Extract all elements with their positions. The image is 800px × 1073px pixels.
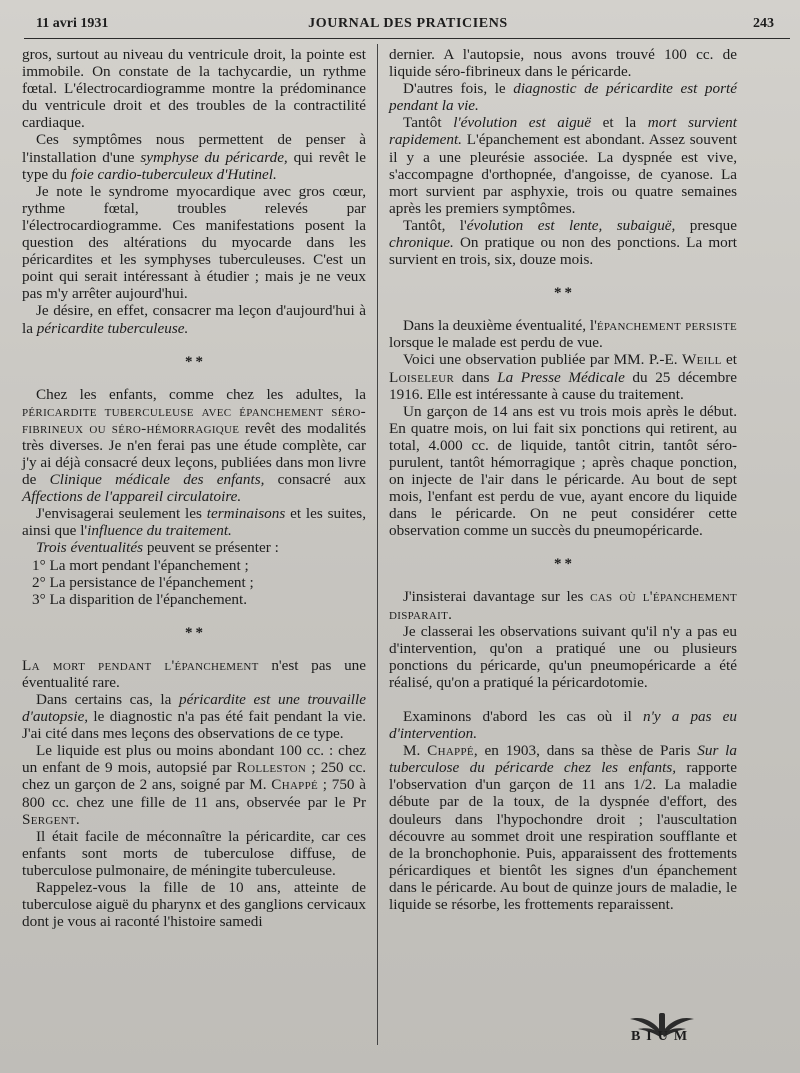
- list-item: [22, 574, 366, 591]
- paragraph: [389, 623, 737, 691]
- small-caps-text: Sergent.: [22, 810, 81, 828]
- column-divider: [377, 44, 378, 1045]
- italic-text: l'évolution est aiguë: [453, 114, 592, 132]
- text-run: dans: [454, 368, 498, 386]
- italic-text: mort survient rapidement.: [389, 114, 737, 149]
- text-run: qui revêt le type du: [22, 148, 366, 183]
- paragraph: [389, 708, 737, 742]
- section-separator: * *: [184, 624, 203, 641]
- text-run: lorsque le malade est perdu de vue.: [389, 334, 603, 352]
- italic-text: La Presse Médicale: [497, 368, 625, 386]
- small-caps-text: Weill: [681, 351, 722, 369]
- text-run: Chez les enfants, comme chez les adultes, la: [36, 385, 366, 403]
- italic-text: n'y a pas eu d'intervention.: [389, 708, 738, 743]
- paragraph: [389, 46, 737, 80]
- text-run: gros, surtout au niveau du ventricule droit, la pointe est immobile. On constate de la tachycardie, un rythme fœtal. L'électrocardiogramme montre la prédominance du ventricule droit et des troubles de la contractilité cardiaque.: [22, 46, 366, 132]
- italic-text: évolution est lente, subaiguë,: [466, 216, 676, 234]
- paragraph: [389, 317, 737, 351]
- paragraph: [22, 183, 366, 303]
- text-run: J'insisterai davantage sur les: [403, 588, 591, 606]
- text-run: revêt des modalités très diverses. Je n'en ferai pas une étude complète, car j'y ai déjà consacré deux leçons, publiées dans mon livre de: [22, 419, 366, 489]
- small-caps-text: cas où l'épanchement disparait.: [389, 588, 737, 623]
- text-run: , en 1903, dans sa thèse de Paris: [473, 742, 698, 760]
- paragraph: [22, 828, 366, 879]
- italic-text: péricardite est une trouvaille d'autopsie,: [22, 691, 366, 726]
- text-run: Je désire, en effet, consacrer ma leçon d'aujourd'hui à la: [22, 302, 366, 337]
- paragraph: [389, 403, 737, 540]
- text-run: dernier. A l'autopsie, nous avons trouvé 100 cc. de liquide séro-fibrineux dans le péricarde.: [389, 46, 737, 81]
- text-run: Tantôt: [403, 114, 454, 132]
- text-run: ; 250 cc. chez un garçon de 2 ans, soigné par M.: [22, 759, 367, 794]
- header-date: 11 avri 1931: [36, 16, 109, 31]
- text-run: presque: [675, 216, 738, 234]
- text-run: et les suites, ainsi que l': [22, 505, 366, 540]
- text-run: Voici une observation publiée par MM. P.-E.: [403, 351, 682, 369]
- italic-text: diagnostic de péricardite est porté pendant la vie.: [389, 80, 737, 115]
- text-run: 3° La disparition de l'épanchement.: [32, 590, 248, 608]
- list-item: [22, 557, 366, 574]
- small-caps-text: Loiseleur: [389, 368, 455, 386]
- page-number: 243: [753, 16, 774, 31]
- text-run: Ces symptômes nous permettent de penser à l'installation d'une: [22, 131, 366, 166]
- text-run: Je note le syndrome myocardique avec gros cœur, rythme fœtal, troubles relevés par l'électrocardiogramme. Ces manifestations posent la question des altérations du myocarde dans les péricardites et les symphyses tuberculeuses. C'est un point qui serait intéressant à étudier ; mais je ne veux pas m'y arrêter aujourd'hui.: [22, 182, 366, 303]
- bium-logo-text: BIUM: [630, 1029, 694, 1044]
- text-run: Le liquide est plus ou moins abondant 100 cc. : chez un enfant de 9 mois, autopsié par: [22, 742, 366, 777]
- paragraph: [22, 131, 366, 182]
- text-run: 1° La mort pendant l'épanchement ;: [32, 556, 249, 574]
- text-run: Dans la deuxième éventualité, l': [403, 317, 597, 335]
- italic-text: foie cardio-tuberculeux d'Hutinel.: [70, 165, 277, 183]
- paragraph: [389, 80, 737, 114]
- text-run: et: [721, 351, 737, 369]
- section-separator: * *: [553, 285, 572, 302]
- italic-text: péricardite tuberculeuse.: [36, 319, 189, 337]
- small-caps-text: péricardite tuberculeuse avec épanchement séro-fibrineux ou séro-hémorragique: [22, 402, 366, 437]
- text-run: J'envisagerai seulement les: [36, 505, 207, 523]
- left-column: [22, 46, 366, 930]
- header-rule: [24, 38, 790, 39]
- paragraph: [22, 539, 366, 556]
- text-run: Je classerai les observations suivant qu'il n'y a pas eu d'intervention, qu'on a pratiqué une ou plusieurs ponctions du péricarde, qu'un pneumopéricarde a été réalisé, qu'on a pratiqué la péricardotomie.: [389, 622, 737, 691]
- paragraph: [22, 302, 366, 336]
- italic-text: Clinique médicale des enfants,: [49, 471, 265, 489]
- italic-text: terminaisons: [206, 505, 286, 523]
- small-caps-text: épanchement persiste: [596, 317, 738, 335]
- text-run: D'autres fois, le: [403, 80, 514, 98]
- paragraph: [389, 114, 737, 217]
- page-header: [36, 14, 780, 36]
- small-caps-text: Chappé: [271, 776, 319, 794]
- small-caps-text: Rolleston: [236, 759, 307, 777]
- italic-text: Sur la tuberculose du péricarde chez les enfants,: [389, 742, 737, 777]
- text-run: n'est pas une éventualité rare.: [22, 656, 366, 691]
- text-run: peuvent se présenter :: [143, 539, 279, 557]
- italic-text: symphyse du péricarde,: [140, 148, 288, 166]
- italic-text: Trois éventualités: [36, 539, 144, 557]
- small-caps-text: Chappé: [427, 742, 474, 760]
- text-run: Un garçon de 14 ans est vu trois mois après le début. En quatre mois, on lui fait six ponctions qui retirent, au total, 4.000 cc. de liquide, tantôt citrin, tantôt séro-purulent, tantôt hémorragique ; après chaque ponction, on injecte de l'air dans le péricarde. Au bout de sept mois, l'enfant est perdu de vue, ayant encore du liquide dans le péricarde. On ne peut considérer cette observation comme un succès du pneumopéricarde.: [389, 402, 737, 540]
- paragraph: [22, 505, 366, 539]
- text-run: consacré aux: [264, 471, 366, 489]
- text-run: ; 750 à 800 cc. chez une fille de 11 ans, observée par le Pr: [22, 776, 366, 811]
- text-run: L'épanchement est abondant. Assez souvent il y a une pleurésie associée. La dyspnée est vive, s'accompagne d'orthopnée, d'angoisse, de cyanose. La mort survient par asphyxie, trois ou quatre semaines après les premiers symptômes.: [389, 131, 737, 217]
- text-run: et la: [591, 114, 648, 132]
- section-separator: * *: [553, 556, 572, 573]
- text-run: M.: [403, 742, 428, 760]
- paragraph: [22, 879, 366, 930]
- right-column: [389, 46, 737, 913]
- text-run: 2° La persistance de l'épanchement ;: [32, 573, 254, 591]
- paragraph: [389, 217, 737, 268]
- italic-text: chronique.: [389, 234, 454, 252]
- paragraph: [389, 351, 737, 402]
- text-run: Rappelez-vous la fille de 10 ans, atteinte de tuberculose aiguë du pharynx et des ganglions cervicaux dont je vous ai raconté l'histoire samedi: [22, 879, 366, 931]
- paragraph: [22, 742, 366, 827]
- text-run: le diagnostic n'a pas été fait pendant la vie. J'ai cité dans mes leçons des observations de ce type.: [22, 708, 366, 743]
- paragraph: [389, 742, 737, 913]
- italic-text: influence du traitement.: [87, 522, 232, 540]
- text-run: du 25 décembre 1916. Elle est intéressante à cause du traitement.: [389, 368, 737, 403]
- paragraph: [22, 657, 366, 691]
- text-run: Il était facile de méconnaître la péricardite, car ces enfants sont morts de tuberculose diffuse, de tuberculose pulmonaire, de méningite tuberculeuse.: [22, 827, 366, 879]
- paragraph: [22, 386, 366, 506]
- text-run: rapporte l'observation d'un garçon de 11 ans 1/2. La maladie débute par de la toux, de la dyspnée d'effort, des douleurs dans l'hypochondre droit ; l'auscultation découvre au sommet droit une respiration soufflante et de la bronchophonie. Puis, apparaissent des frottements péricardiques et bientôt les signes d'un épanchement dans le péricarde. Au bout de quinze jours de maladie, le liquide se résorbe, les frottements reparaissent.: [389, 759, 737, 914]
- paragraph: [389, 588, 737, 622]
- small-caps-text: La mort pendant l'épanchement: [22, 656, 259, 674]
- list-item: [22, 591, 366, 608]
- paragraph: [22, 46, 366, 131]
- journal-title: JOURNAL DES PRATICIENS: [308, 16, 508, 31]
- paragraph: [22, 691, 366, 742]
- text-run: Dans certains cas, la: [36, 691, 179, 708]
- italic-text: Affections de l'appareil circulatoire.: [22, 488, 242, 506]
- text-run: Tantôt, l': [403, 216, 467, 234]
- text-run: Examinons d'abord les cas où il: [403, 708, 643, 725]
- section-separator: * *: [184, 353, 203, 370]
- text-run: On pratique ou non des ponctions. La mort survient en trois, six, douze mois.: [389, 234, 737, 269]
